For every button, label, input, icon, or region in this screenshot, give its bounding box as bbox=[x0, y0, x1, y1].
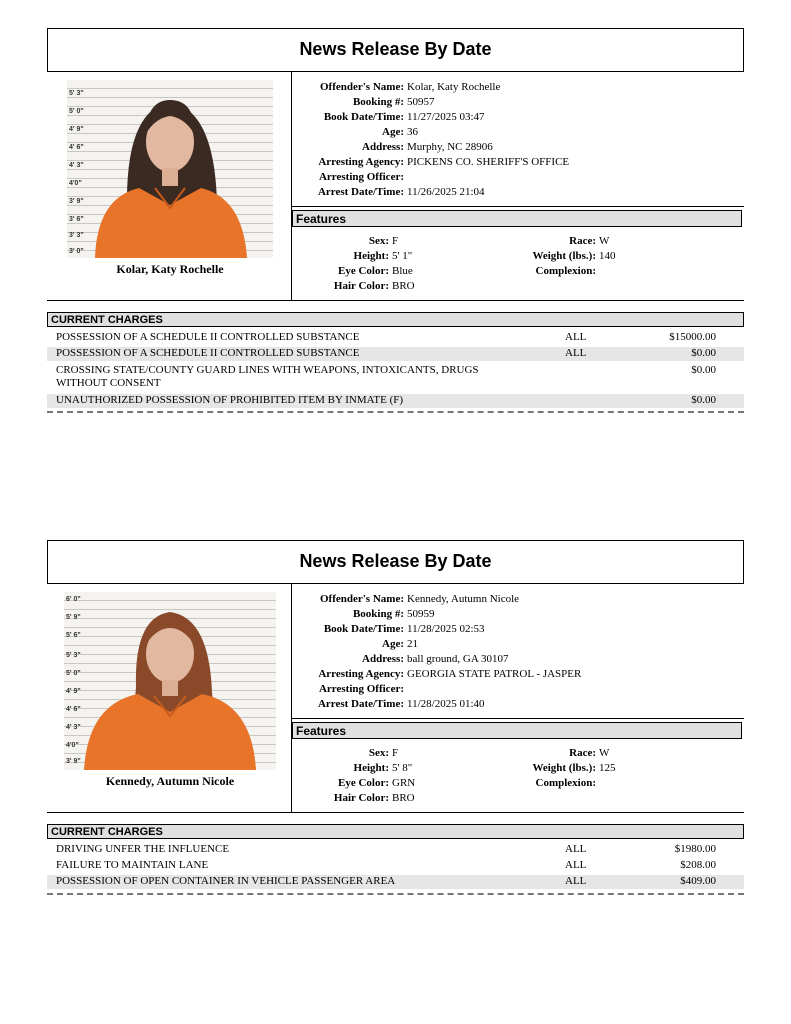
label-book-datetime: Book Date/Time: bbox=[323, 111, 404, 123]
label-officer: Arresting Officer: bbox=[318, 683, 404, 695]
value-agency: GEORGIA STATE PATROL - JASPER bbox=[407, 668, 582, 680]
label-eye-color: Eye Color: bbox=[337, 777, 389, 789]
value-race: W bbox=[599, 747, 610, 759]
value-age: 36 bbox=[407, 126, 418, 138]
label-arrest-datetime: Arrest Date/Time: bbox=[317, 698, 404, 710]
value-eye-color: Blue bbox=[392, 265, 413, 277]
label-race: Race: bbox=[569, 235, 596, 247]
value-address: Murphy, NC 28906 bbox=[407, 141, 493, 153]
label-hair-color: Hair Color: bbox=[333, 792, 389, 804]
label-age: Age: bbox=[382, 126, 404, 138]
section-divider bbox=[47, 893, 744, 895]
value-agency: PICKENS CO. SHERIFF'S OFFICE bbox=[407, 156, 570, 168]
charge-row: DRIVING UNFER THE INFLUENCE ALL $1980.00 bbox=[56, 843, 716, 855]
value-address: ball ground, GA 30107 bbox=[407, 653, 509, 665]
label-booking: Booking #: bbox=[352, 96, 404, 108]
label-book-datetime: Book Date/Time: bbox=[323, 623, 404, 635]
value-height: 5' 1" bbox=[392, 250, 413, 262]
features-header: Features bbox=[292, 722, 742, 739]
page-title: News Release By Date bbox=[299, 551, 492, 571]
value-weight: 125 bbox=[599, 762, 616, 774]
page-title: News Release By Date bbox=[299, 39, 492, 59]
label-name: Offender's Name: bbox=[319, 81, 404, 93]
label-complexion: Complexion: bbox=[535, 777, 596, 789]
value-booking: 50957 bbox=[407, 96, 435, 108]
value-height: 5' 8" bbox=[392, 762, 413, 774]
value-race: W bbox=[599, 235, 610, 247]
person-figure bbox=[67, 80, 273, 258]
label-hair-color: Hair Color: bbox=[333, 280, 389, 292]
label-height: Height: bbox=[353, 762, 389, 774]
label-weight: Weight (lbs.): bbox=[532, 762, 596, 774]
label-agency: Arresting Agency: bbox=[318, 156, 404, 168]
charge-row: POSSESSION OF OPEN CONTAINER IN VEHICLE PASSENGER AREA ALL $409.00 bbox=[47, 875, 744, 889]
value-name: Kolar, Katy Rochelle bbox=[407, 81, 501, 93]
value-eye-color: GRN bbox=[392, 777, 416, 789]
offender-name-caption: Kennedy, Autumn Nicole bbox=[105, 774, 235, 788]
release-title-box bbox=[47, 28, 744, 72]
charge-row: POSSESSION OF A SCHEDULE II CONTROLLED SUBSTANCE ALL $15000.00 bbox=[56, 331, 716, 343]
current-charges-header: CURRENT CHARGES bbox=[47, 824, 744, 839]
value-arrest-datetime: 11/28/2025 01:40 bbox=[407, 698, 485, 710]
label-age: Age: bbox=[382, 638, 404, 650]
label-height: Height: bbox=[353, 250, 389, 262]
label-complexion: Complexion: bbox=[535, 265, 596, 277]
label-booking: Booking #: bbox=[352, 608, 404, 620]
label-address: Address: bbox=[362, 141, 404, 153]
release-title-box bbox=[47, 540, 744, 584]
charge-row: FAILURE TO MAINTAIN LANE ALL $208.00 bbox=[56, 859, 716, 871]
label-sex: Sex: bbox=[368, 235, 389, 247]
value-sex: F bbox=[392, 747, 399, 759]
label-officer: Arresting Officer: bbox=[318, 171, 404, 183]
label-eye-color: Eye Color: bbox=[337, 265, 389, 277]
value-hair-color: BRO bbox=[392, 280, 415, 292]
charge-row: UNAUTHORIZED POSSESSION OF PROHIBITED ITEM BY INMATE (F) $0.00 bbox=[47, 394, 744, 408]
value-booking: 50959 bbox=[407, 608, 435, 620]
section-divider bbox=[47, 411, 744, 413]
label-weight: Weight (lbs.): bbox=[532, 250, 596, 262]
value-hair-color: BRO bbox=[392, 792, 415, 804]
person-figure bbox=[64, 592, 276, 770]
current-charges-header: CURRENT CHARGES bbox=[47, 312, 744, 327]
charge-row: CROSSING STATE/COUNTY GUARD LINES WITH WEAPONS, INTOXICANTS, DRUGS WITHOUT CONSENT $0.00 bbox=[56, 364, 716, 389]
mugshot-photo: 6' 0" 5' 9" 5' 6" 5' 3" 5' 0" 4' 9" 4' 6" 4' 3" 4'0" 3' 9" bbox=[64, 592, 276, 770]
value-book-datetime: 11/27/2025 03:47 bbox=[407, 111, 485, 123]
value-arrest-datetime: 11/26/2025 21:04 bbox=[407, 186, 485, 198]
value-book-datetime: 11/28/2025 02:53 bbox=[407, 623, 485, 635]
label-sex: Sex: bbox=[368, 747, 389, 759]
label-arrest-datetime: Arrest Date/Time: bbox=[317, 186, 404, 198]
value-weight: 140 bbox=[599, 250, 616, 262]
features-header: Features bbox=[292, 210, 742, 227]
label-agency: Arresting Agency: bbox=[318, 668, 404, 680]
label-address: Address: bbox=[362, 653, 404, 665]
value-sex: F bbox=[392, 235, 399, 247]
value-name: Kennedy, Autumn Nicole bbox=[407, 593, 520, 605]
charge-row: POSSESSION OF A SCHEDULE II CONTROLLED SUBSTANCE ALL $0.00 bbox=[47, 347, 744, 361]
value-age: 21 bbox=[407, 638, 418, 650]
label-name: Offender's Name: bbox=[319, 593, 404, 605]
mugshot-photo: 5' 3" 5' 0" 4' 9" 4' 6" 4' 3" 4'0" 3' 9" 3' 6" 3' 3" 3' 0" bbox=[67, 80, 273, 258]
label-race: Race: bbox=[569, 747, 596, 759]
offender-name-caption: Kolar, Katy Rochelle bbox=[116, 262, 224, 276]
